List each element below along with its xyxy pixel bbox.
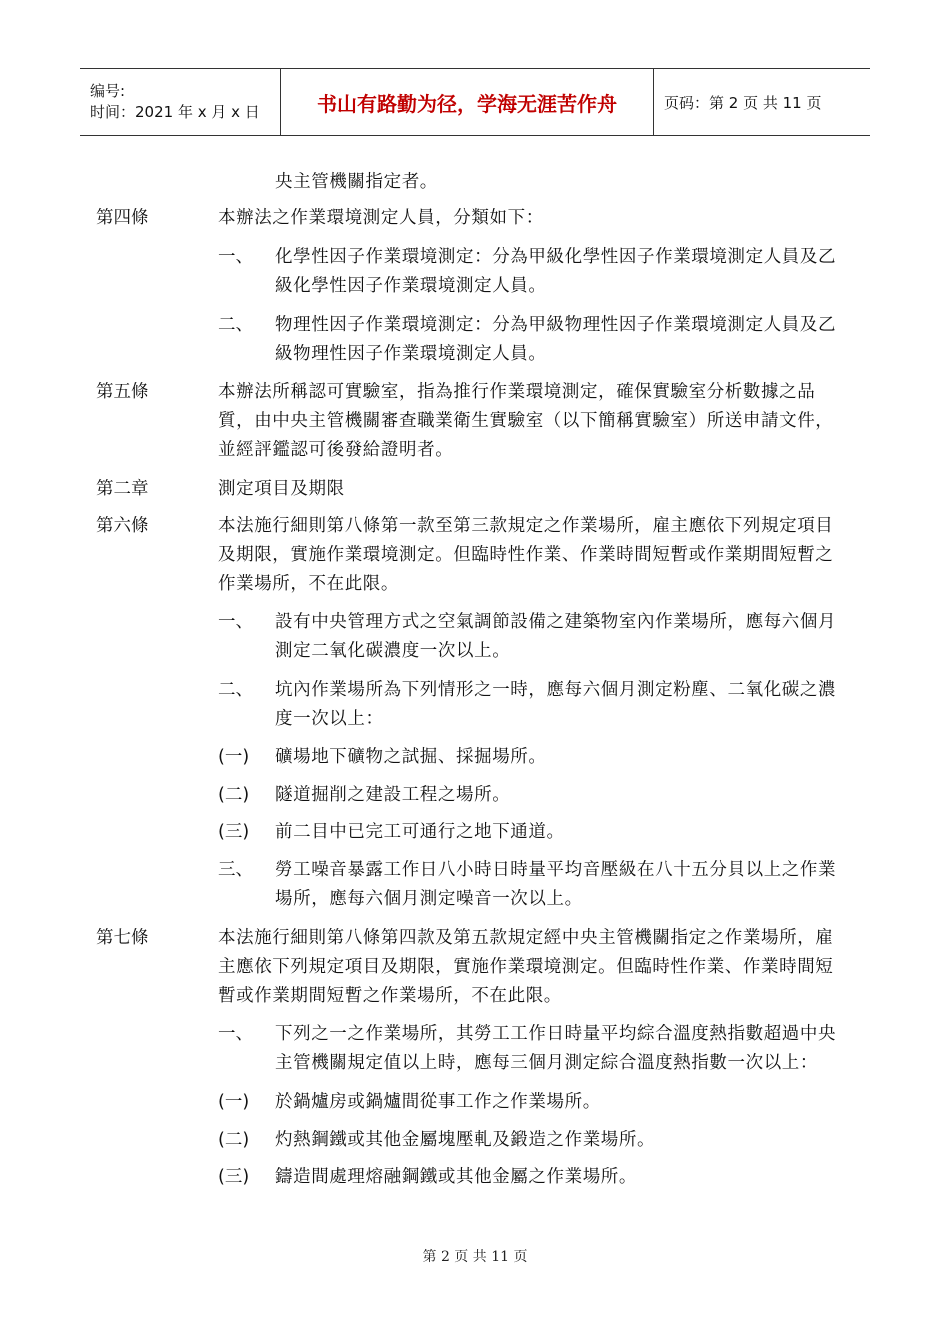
article-7-subitem-3-label: (三) — [218, 1167, 250, 1187]
article-6-line-2: 及期限，實施作業環境測定。但臨時性作業、作業時間短暫或作業期間短暫之 — [218, 545, 834, 565]
article-7-line-3: 暫或作業期間短暫之作業場所，不在此限。 — [218, 986, 562, 1006]
article-7-subitem-2-label: (二) — [218, 1130, 250, 1150]
article-7-line-1: 本法施行細則第八條第四款及第五款規定經中央主管機關指定之作業場所，雇 — [218, 928, 834, 948]
article-6-subitem-1-label: (一) — [218, 747, 250, 767]
article-7-item-1-label: 一、 — [218, 1024, 253, 1044]
article-6-item-3-label: 三、 — [218, 860, 253, 880]
article-4-item-1-line-1: 化學性因子作業環境測定：分為甲級化學性因子作業環境測定人員及乙 — [275, 247, 837, 267]
article-4-item-1-line-2: 級化學性因子作業環境測定人員。 — [275, 276, 547, 296]
header-meta — [80, 69, 281, 135]
document-time-label: 时间：2021 年 x 月 x 日 — [90, 103, 260, 121]
article-6-item-1-line-2: 測定二氧化碳濃度一次以上。 — [275, 641, 511, 661]
footer-page-number: 第 2 页 共 11 页 — [422, 1249, 528, 1265]
chapter-2-label: 第二章 — [96, 479, 149, 499]
article-4-text: 本辦法之作業環境測定人員，分類如下： — [218, 208, 544, 228]
article-7-subitem-2-text: 灼熱鋼鐵或其他金屬塊壓軋及鍛造之作業場所。 — [275, 1130, 656, 1150]
article-7-item-1-line-1: 下列之一之作業場所，其勞工工作日時量平均綜合溫度熱指數超過中央 — [275, 1024, 837, 1044]
article-7-label: 第七條 — [96, 928, 149, 948]
article-7-subitem-1-text: 於鍋爐房或鍋爐間從事工作之作業場所。 — [275, 1092, 601, 1112]
article-4-label: 第四條 — [96, 208, 149, 228]
article-4-item-2-line-1: 物理性因子作業環境測定：分為甲級物理性因子作業環境測定人員及乙 — [275, 315, 837, 335]
article-7-subitem-3-text: 鑄造間處理熔融鋼鐵或其他金屬之作業場所。 — [275, 1167, 637, 1187]
article-5-line-2: 質，由中央主管機關審查職業衛生實驗室（以下簡稱實驗室）所送申請文件， — [218, 411, 834, 431]
article-6-line-1: 本法施行細則第八條第一款至第三款規定之作業場所，雇主應依下列規定項目 — [218, 516, 834, 536]
continuation-line: 央主管機關指定者。 — [275, 172, 438, 192]
header-motto — [281, 69, 654, 135]
article-6-item-3-line-1: 勞工噪音暴露工作日八小時日時量平均音壓級在八十五分貝以上之作業 — [275, 860, 837, 880]
article-5-line-1: 本辦法所稱認可實驗室，指為推行作業環境測定，確保實驗室分析數據之品 — [218, 382, 816, 402]
article-5-line-3: 並經評鑑認可後發給證明者。 — [218, 440, 454, 460]
page-info-text: 页码：第 2 页 共 11 页 — [664, 93, 822, 112]
article-5-label: 第五條 — [96, 382, 149, 402]
article-6-subitem-1-text: 礦場地下礦物之試掘、採掘場所。 — [275, 747, 547, 767]
article-6-subitem-3-text: 前二目中已完工可通行之地下通道。 — [275, 822, 565, 842]
chapter-2-title: 測定項目及期限 — [218, 479, 345, 499]
document-number-label: 编号: — [90, 82, 126, 100]
page-header — [80, 68, 870, 136]
page-footer — [0, 1246, 950, 1266]
article-7-subitem-1-label: (一) — [218, 1092, 250, 1112]
article-6-subitem-2-text: 隧道掘削之建設工程之場所。 — [275, 785, 511, 805]
article-6-item-2-label: 二、 — [218, 680, 253, 700]
article-7-item-1-line-2: 主管機關規定值以上時，應每三個月測定綜合溫度熱指數一次以上： — [275, 1053, 818, 1073]
article-6-subitem-3-label: (三) — [218, 822, 250, 842]
article-6-item-3-line-2: 場所，應每六個月測定噪音一次以上。 — [275, 889, 583, 909]
header-page-info — [654, 69, 870, 135]
article-6-line-3: 作業場所，不在此限。 — [218, 574, 399, 594]
article-4-item-2-line-2: 級物理性因子作業環境測定人員。 — [275, 344, 547, 364]
article-4-item-1-label: 一、 — [218, 247, 253, 267]
article-7-line-2: 主應依下列規定項目及期限，實施作業環境測定。但臨時性作業、作業時間短 — [218, 957, 834, 977]
article-6-item-1-line-1: 設有中央管理方式之空氣調節設備之建築物室內作業場所，應每六個月 — [275, 612, 837, 632]
article-6-item-2-line-1: 坑內作業場所為下列情形之一時，應每六個月測定粉塵、二氧化碳之濃 — [275, 680, 837, 700]
article-4-item-2-label: 二、 — [218, 315, 253, 335]
motto-text: 书山有路勤为径，学海无涯苦作舟 — [317, 91, 617, 116]
article-6-subitem-2-label: (二) — [218, 785, 250, 805]
article-6-item-1-label: 一、 — [218, 612, 253, 632]
article-6-item-2-line-2: 度一次以上： — [275, 709, 384, 729]
article-6-label: 第六條 — [96, 516, 149, 536]
